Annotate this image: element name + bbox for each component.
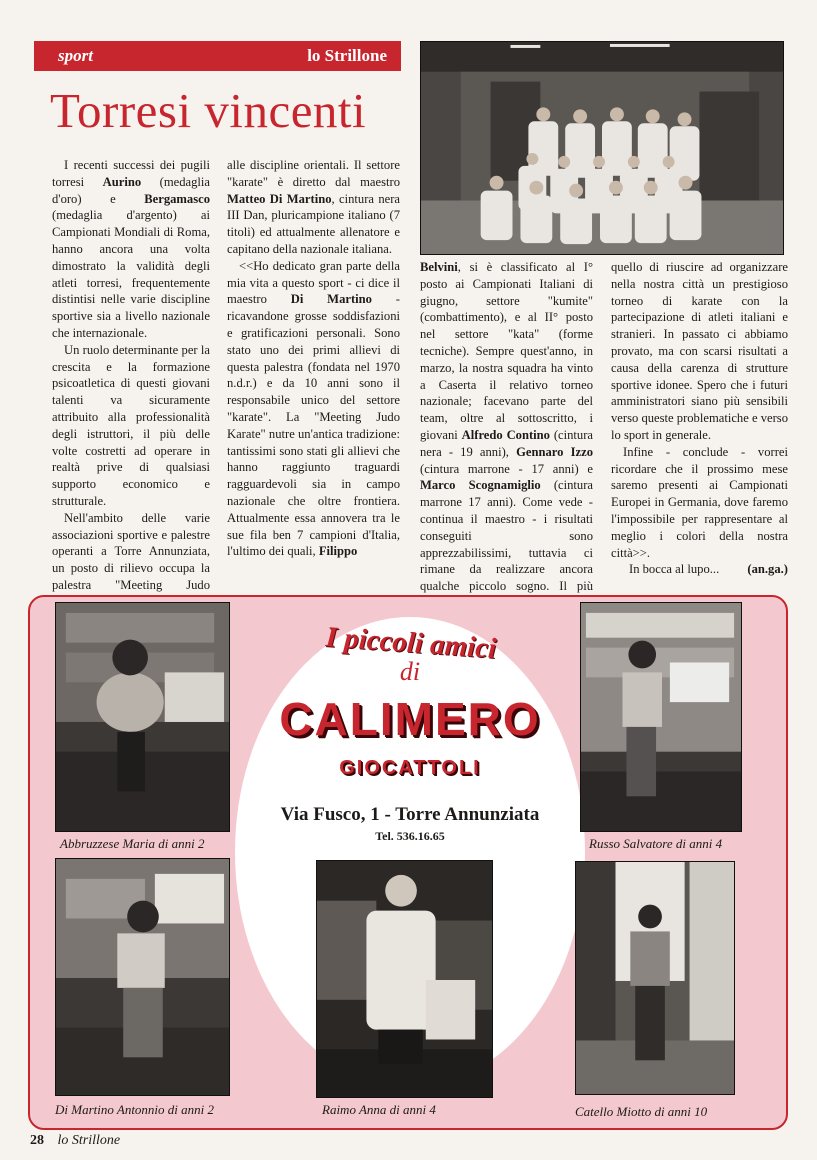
article-column-3: Belvini, si è classificato al I° posto ai Campionati Italiani di giugno, settore "kumite" (combattimento), e al II° posto nel settore "kata" (forme tecniche). Sempre quest'anno, in marzo, la nostra squadra ha vinto a Caserta il relativo torneo nazionale; facevano parte del team, oltre al sottoscritto, i giovani Alfredo Contino (cintura nera - 19 anni), Gennaro Izzo (cintura marrone - 17 anni) e Marco Scognamiglio (cintura marrone 17 anni). Come vede - continua il maestro - i risultati conseguiti sono apprezzabilissimi, tuttavia ci rimane da realizzare ancora qualche piccolo sogno. Il più (420, 260, 593, 594)
article-column-4: quello di riuscire ad organizzare nella nostra città un prestigioso torneo di karate con la partecipazione di atleti italiani e stranieri. In passato ci abbiamo provato, ma con scarsi risultati a causa della carenza di strutture sportive idonee. Spero che i futuri amministratori siano più sensibili verso queste problematiche e verso lo sport in generale. Infine - conclude - vorrei ricordare che il prossimo mese saremo presenti ai Campionati Europei in Germania, dove faremo l'impossibile per rappresentare al meglio i colori della nostra città>>. In bocca al lupo... (an.ga.) (611, 260, 788, 577)
section-label: sport (58, 46, 93, 65)
section-header-bar (34, 41, 401, 71)
advert-brand: CALIMERO (279, 693, 541, 745)
advert-phone: Tel. 536.16.65 (375, 829, 445, 843)
article-signature: (an.ga.) (747, 562, 788, 577)
caption-4: Raimo Anna di anni 4 (322, 1102, 436, 1117)
footer-magazine: lo Strillone (57, 1133, 121, 1148)
caption-2: Russo Salvatore di anni 4 (589, 836, 723, 851)
child-photo-1 (55, 602, 230, 832)
caption-5: Catello Miotto di anni 10 (575, 1104, 708, 1119)
advert-address: Via Fusco, 1 - Torre Annunziata (280, 804, 540, 825)
advert-tagline: I piccoli amici (324, 621, 498, 665)
advert-tagline-di: di (399, 657, 421, 686)
child-photo-2 (580, 602, 742, 832)
caption-3: Di Martino Antonnio di anni 2 (55, 1102, 215, 1117)
page-number: 28 (30, 1133, 44, 1148)
article-column-1: I recenti successi dei pugili torresi Aurino (medaglia d'oro) e Bergamasco (medaglia d'argento) ai Campionati Mondiali di Roma, hanno ancora una volta dimostrato la validità degli atleti torresi, frequentemente distintisi nelle varie discipline sportive sia a livello nazionale che internazionale. Un ruolo determinante per la crescita e la formazione psicoatletica di questi giovani talenti va sicuramente attribuito alla professionalità degli istruttori, il più delle volte costretti ad operare in realtà prive di qualsiasi supporto economico e strutturale. Nell'ambito delle varie associazioni sportive e palestre operanti a Torre Annunziata, un posto di rilievo occupa la palestra "Meeting Judo (52, 158, 211, 592)
page-footer (30, 1133, 120, 1149)
caption-1: Abbruzzese Maria di anni 2 (60, 836, 205, 851)
child-photo-5 (575, 861, 735, 1095)
article-title: Torresi vincenti (50, 83, 367, 138)
karate-team-photo (420, 41, 784, 255)
child-photo-3 (55, 858, 230, 1096)
child-photo-4 (316, 860, 493, 1098)
article-column-2: alle discipline orientali. Il settore "karate" è diretto dal maestro Matteo Di Martino, cintura nera III Dan, pluricampione italiano (7 titoli) ed attualmente allenatore e capitano della nazionale italiana. <<Ho dedicato gran parte della mia vita a questo sport - ci dice il maestro Di Martino - ricavandone grosse soddisfazioni e gratificazioni personali. Sono stato uno dei primi allievi di questa palestra (fondata nel 1970 n.d.r.) e da 10 anni sono il responsabile unico del settore "karate". La "Meeting Judo Karate" nutre un'antica tradizione: tantissimi sono stati gli allievi che hanno raggiunto traguardi ragguardevoli sia in campo nazionale che oltre frontiera. Attualmente essa annovera tra le sue fila ben 7 campioni d'Italia, l'ultimo dei quali, Filippo (227, 158, 401, 559)
magazine-name: lo Strillone (307, 46, 387, 65)
article-closing: In bocca al lupo... (an.ga.) (629, 562, 788, 577)
advert-brand-sub: GIOCATTOLI (339, 757, 481, 779)
